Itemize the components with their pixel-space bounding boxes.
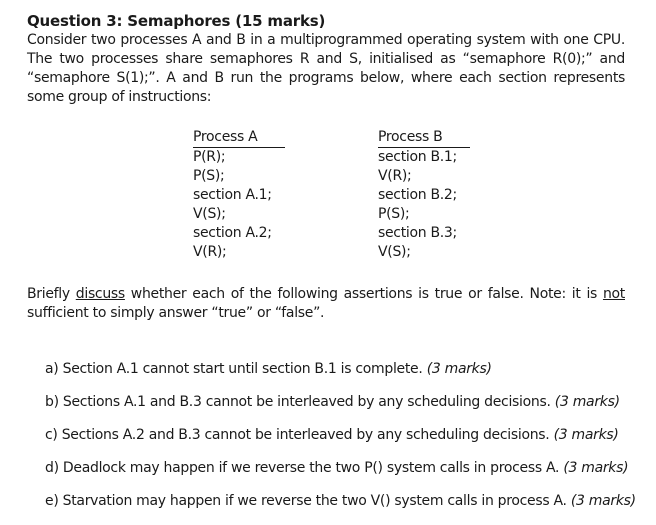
assertion-item	[45, 459, 635, 492]
question-intro: Consider two processes A and B in a multiprogrammed operating system with one CPU. The two processes share semaphores R and S, initialised as “semaphore R(0);” and “semaphore S(1);”. A and B run the programs below, where each section represents some group of instructions:	[27, 32, 625, 105]
assertion-item	[45, 393, 635, 426]
discuss-emphasis: discuss	[75, 286, 125, 302]
assertion-text: Starvation may happen if we reverse the two V() system calls in process A.	[62, 493, 567, 509]
assertion-label: e)	[45, 493, 59, 509]
assertion-item	[45, 492, 635, 525]
process-b-line: section B.2;	[378, 187, 457, 203]
question-page	[27, 12, 636, 509]
process-b-line: P(S);	[378, 206, 410, 222]
assertion-item	[45, 426, 635, 459]
program-listings	[27, 129, 625, 269]
process-a-title: Process A	[193, 129, 285, 148]
process-a-line: P(R);	[193, 149, 226, 165]
assertion-marks: (3 marks)	[563, 460, 629, 476]
process-b-line: V(R);	[378, 168, 412, 184]
assertion-label: d)	[45, 460, 59, 476]
not-emphasis: not	[602, 286, 625, 302]
process-a-line: section A.2;	[193, 225, 272, 241]
process-b-title: Process B	[378, 129, 470, 148]
process-a-listing	[193, 129, 285, 262]
assertion-marks: (3 marks)	[570, 493, 636, 509]
instructions-paragraph	[27, 285, 625, 323]
instructions-pre: Briefly	[27, 286, 76, 302]
assertion-text: Sections A.1 and B.3 cannot be interleaved by any scheduling decisions.	[62, 394, 551, 410]
process-a-line: V(R);	[193, 244, 227, 260]
question-heading: Question 3: Semaphores (15 marks)	[27, 12, 326, 30]
process-a-line: section A.1;	[193, 187, 272, 203]
assertion-item	[45, 360, 635, 393]
assertion-text: Deadlock may happen if we reverse the two P() system calls in process A.	[62, 460, 560, 476]
assertion-label: a)	[45, 361, 59, 377]
process-b-listing	[378, 129, 470, 262]
assertion-marks: (3 marks)	[553, 427, 619, 443]
process-b-line: section B.3;	[378, 225, 457, 241]
assertion-marks: (3 marks)	[554, 394, 620, 410]
process-a-line: V(S);	[193, 206, 226, 222]
process-b-line: section B.1;	[378, 149, 457, 165]
assertion-marks: (3 marks)	[426, 361, 492, 377]
process-b-line: V(S);	[378, 244, 411, 260]
instructions-post: sufficient to simply answer “true” or “false”.	[27, 305, 325, 321]
assertion-text: Sections A.2 and B.3 cannot be interleaved by any scheduling decisions.	[61, 427, 550, 443]
process-a-line: P(S);	[193, 168, 225, 184]
assertion-list	[45, 360, 635, 525]
assertion-label: c)	[45, 427, 58, 443]
assertion-text: Section A.1 cannot start until section B.1 is complete.	[62, 361, 423, 377]
instructions-mid: whether each of the following assertions is true or false. Note: it is	[124, 286, 603, 302]
assertion-label: b)	[45, 394, 59, 410]
